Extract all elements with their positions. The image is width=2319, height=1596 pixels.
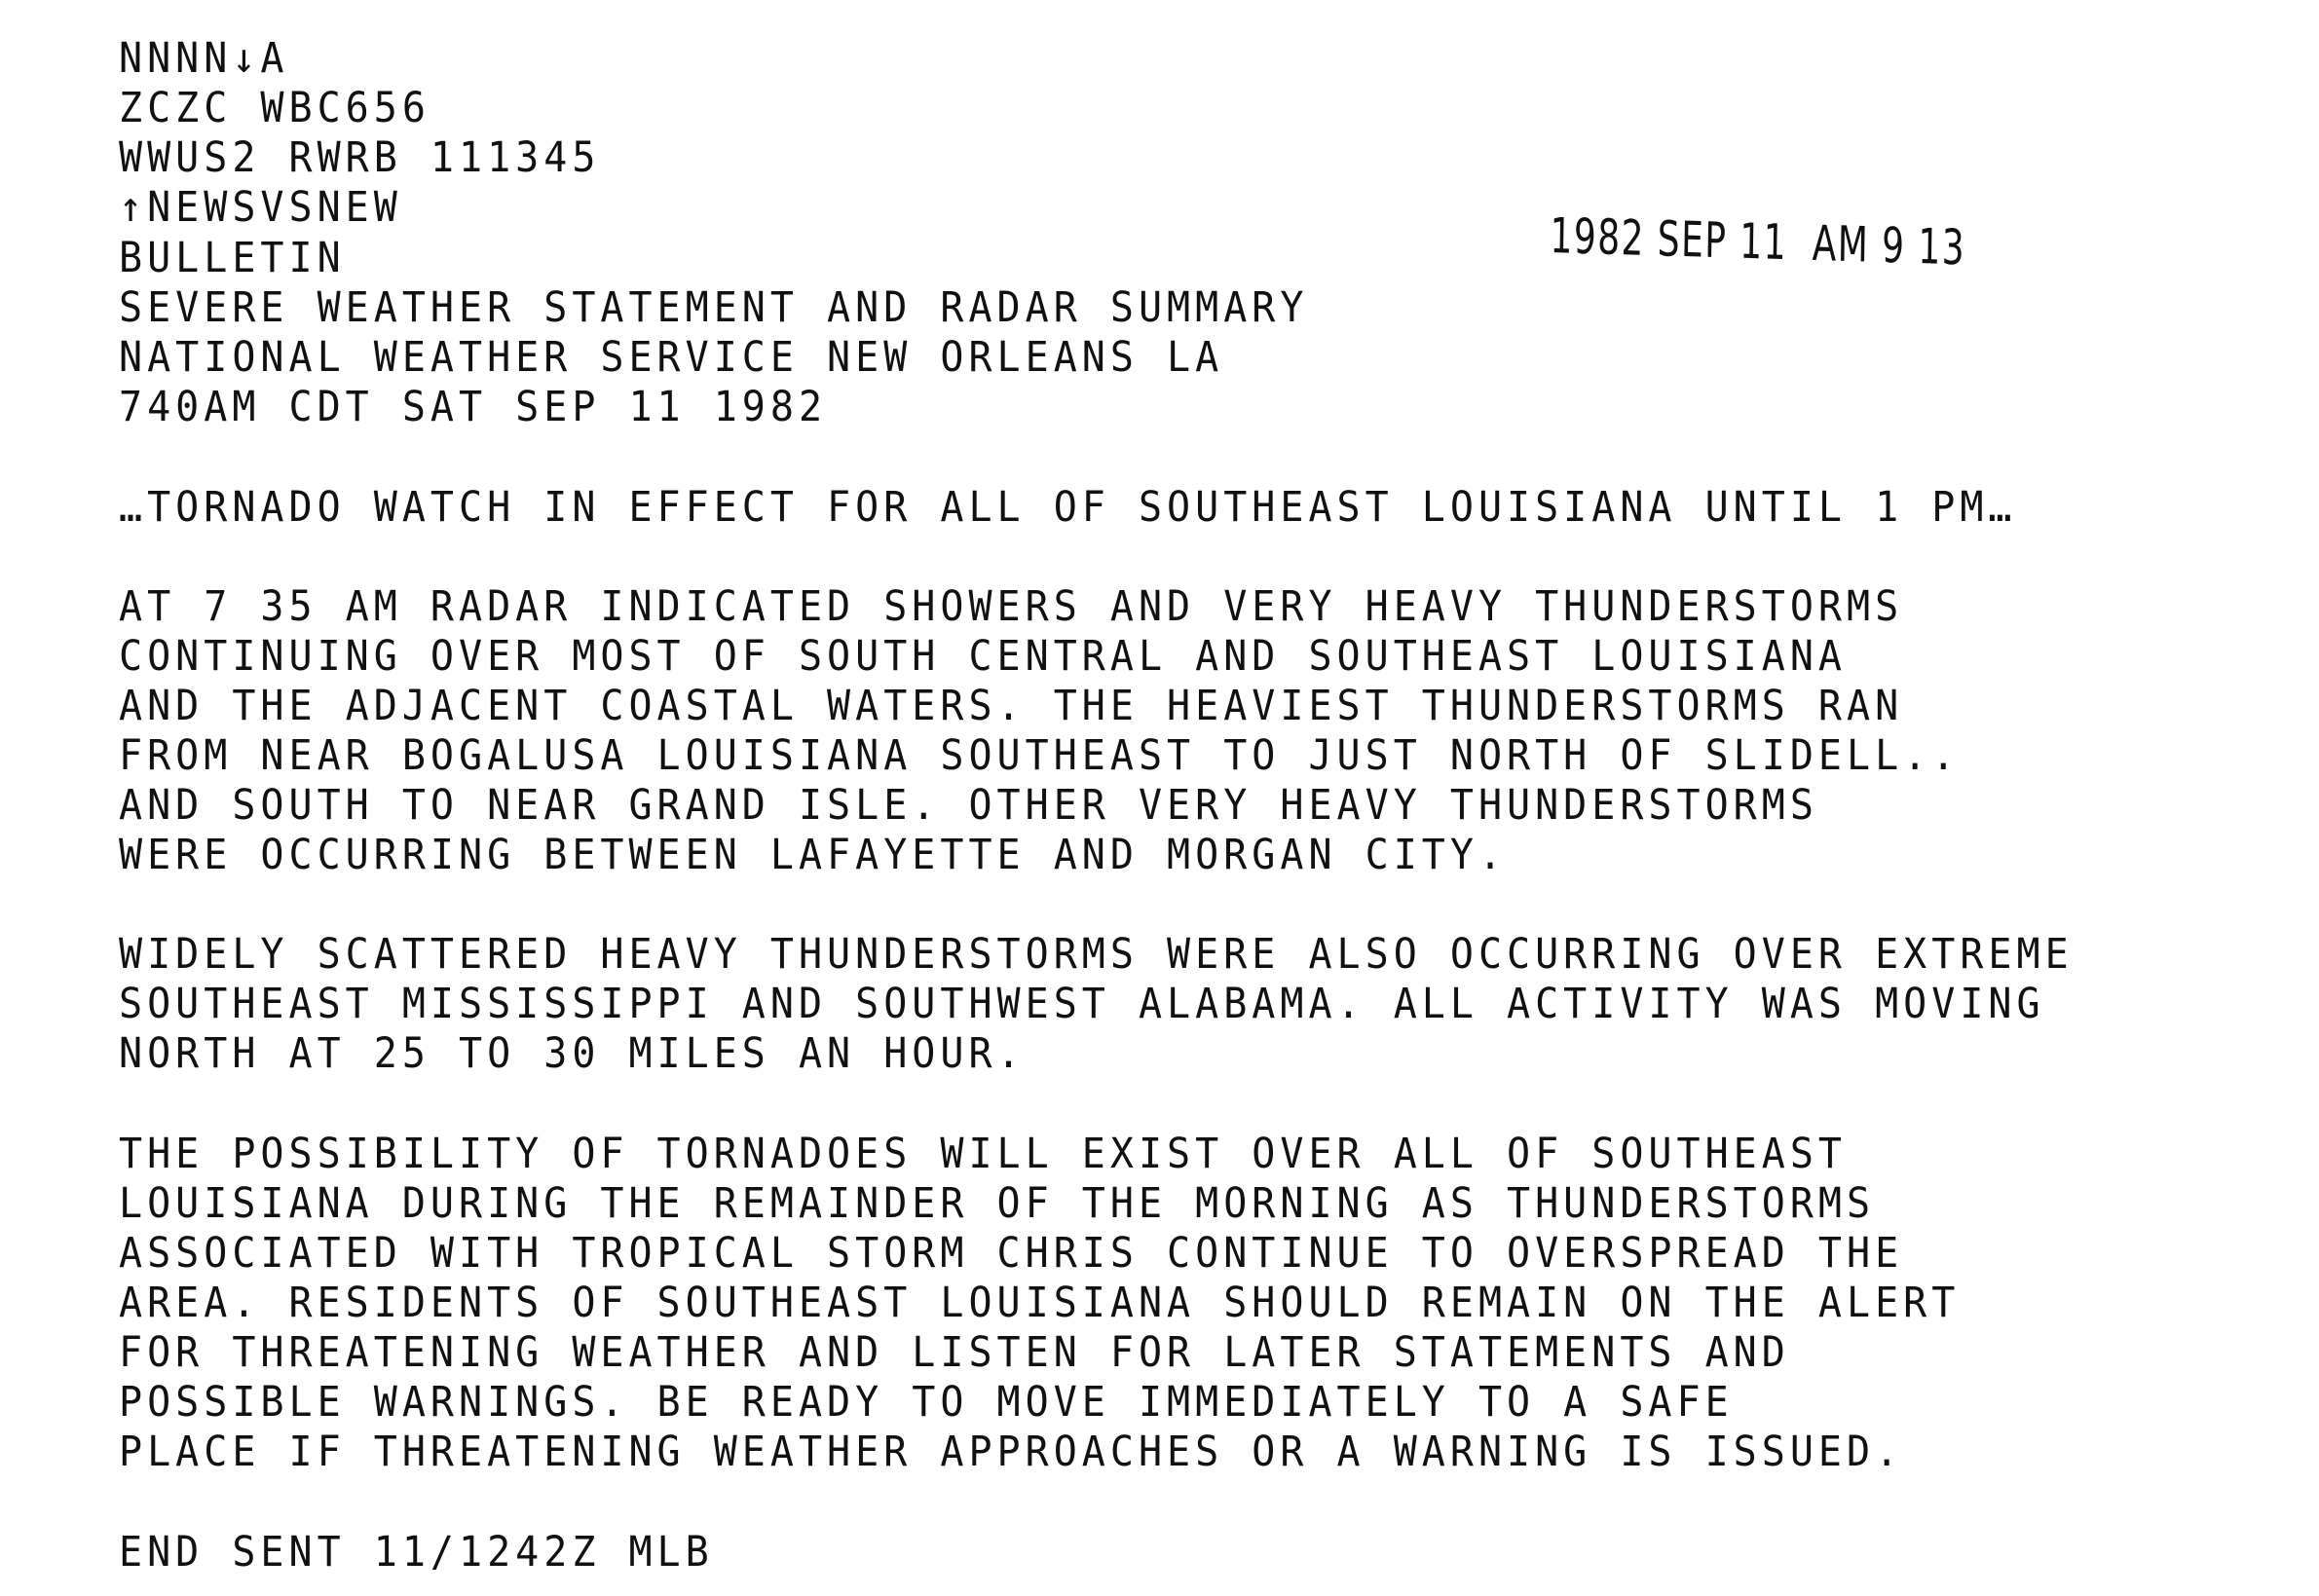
- text-line: WIDELY SCATTERED HEAVY THUNDERSTORMS WERE ALSO OCCURRING OVER EXTREME: [119, 931, 2074, 979]
- header-line-message-id: ZCZC WBC656: [119, 85, 430, 132]
- text-line: AT 7 35 AM RADAR INDICATED SHOWERS AND VERY HEAVY THUNDERSTORMS: [119, 583, 1904, 631]
- text-line: FROM NEAR BOGALUSA LOUISIANA SOUTHEAST TO JUST NORTH OF SLIDELL..: [119, 732, 1961, 780]
- text-line: THE POSSIBILITY OF TORNADOES WILL EXIST OVER ALL OF SOUTHEAST: [119, 1131, 1848, 1178]
- header-line-wmo-header: WWUS2 RWRB 111345: [119, 134, 601, 182]
- text-line: AND THE ADJACENT COASTAL WATERS. THE HEAVIEST THUNDERSTORMS RAN: [119, 683, 1904, 730]
- received-time-stamp: 1982 SEP 11 AM 9 13: [1550, 206, 1966, 277]
- header-line-issue-time: 740AM CDT SAT SEP 11 1982: [119, 384, 828, 431]
- text-line: AND SOUTH TO NEAR GRAND ISLE. OTHER VERY HEAVY THUNDERSTORMS: [119, 782, 1818, 830]
- header-line-bulletin: BULLETIN: [119, 235, 346, 282]
- text-line: POSSIBLE WARNINGS. BE READY TO MOVE IMMEDIATELY TO A SAFE: [119, 1379, 1734, 1427]
- text-line: ASSOCIATED WITH TROPICAL STORM CHRIS CONTINUE TO OVERSPREAD THE: [119, 1230, 1904, 1278]
- text-line: LOUISIANA DURING THE REMAINDER OF THE MORNING AS THUNDERSTORMS: [119, 1180, 1876, 1228]
- text-line: AREA. RESIDENTS OF SOUTHEAST LOUISIANA SHOULD REMAIN ON THE ALERT: [119, 1280, 1961, 1327]
- text-line: PLACE IF THREATENING WEATHER APPROACHES OR A WARNING IS ISSUED.: [119, 1429, 1904, 1476]
- text-line: FOR THREATENING WEATHER AND LISTEN FOR LATER STATEMENTS AND: [119, 1329, 1790, 1377]
- watch-headline: …TORNADO WATCH IN EFFECT FOR ALL OF SOUTHEAST LOUISIANA UNTIL 1 PM…: [119, 484, 2017, 532]
- text-line: SOUTHEAST MISSISSIPPI AND SOUTHWEST ALABAMA. ALL ACTIVITY WAS MOVING: [119, 981, 2045, 1028]
- text-line: NORTH AT 25 TO 30 MILES AN HOUR.: [119, 1030, 1026, 1078]
- text-line: WERE OCCURRING BETWEEN LAFAYETTE AND MORGAN CITY.: [119, 832, 1508, 879]
- bulletin-footer: END SENT 11/1242Z MLB: [119, 1529, 714, 1577]
- text-line: CONTINUING OVER MOST OF SOUTH CENTRAL AND SOUTHEAST LOUISIANA: [119, 633, 1848, 681]
- header-line-routing: NNNN↓A: [119, 35, 289, 83]
- header-line-product-title: SEVERE WEATHER STATEMENT AND RADAR SUMMARY: [119, 284, 1309, 332]
- header-line-product-code: ↑NEWSVSNEW: [119, 184, 402, 232]
- header-line-issuing-office: NATIONAL WEATHER SERVICE NEW ORLEANS LA: [119, 334, 1224, 382]
